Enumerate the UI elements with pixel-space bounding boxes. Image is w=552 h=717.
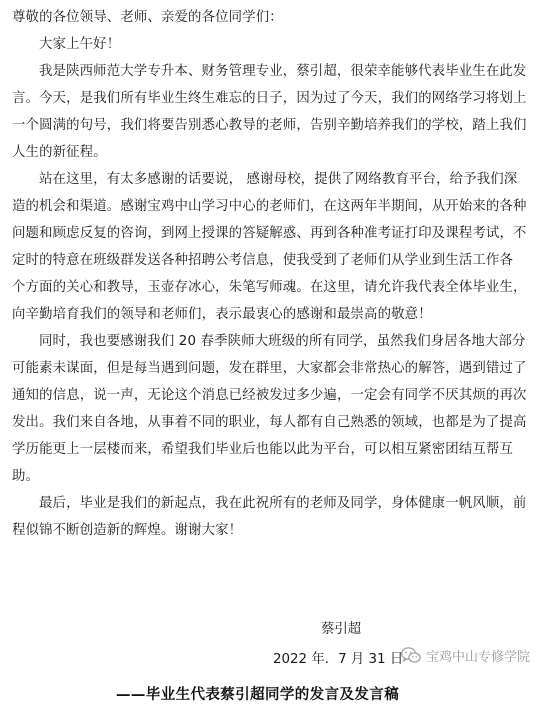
document-title: ——毕业生代表蔡引超同学的发言及发言稿 [116, 687, 400, 703]
paragraph-thanks-school [12, 166, 538, 328]
paragraph-line: 个方面的关心和教导，玉壶存冰心，朱笔写师魂。在这里，请允许我代表全体毕业生， [12, 280, 527, 295]
paragraph-line: 学历能更上一层楼而来，希望我们毕业后也能以此为平台，可以相互紧密团结互帮互 [12, 442, 514, 457]
paragraph-line: 可能素未谋面，但是每当遇到问题，发在群里，大家都会非常热心的解答，遇到错过了 [12, 361, 527, 376]
paragraph-line: 言。今天，是我们所有毕业生终生难忘的日子，因为过了今天，我们的网络学习将划上 [12, 91, 527, 106]
paragraph-line: 站在这里，有太多感谢的话要说， 感谢母校，提供了网络教育平台，给予我们深 [39, 172, 518, 187]
signature-name: 蔡引超 [321, 622, 362, 637]
paragraph-line: 造的机会和渠道。感谢宝鸡中山学习中心的老师们，在这两年半期间，从开始来的各种 [12, 199, 527, 214]
paragraph-intro [12, 58, 538, 166]
paragraph-closing [12, 490, 538, 544]
paragraph-line: 同时，我也要感谢我们 20 春季陕师大班级的所有同学，虽然我们身居各地大部分 [39, 334, 526, 349]
speech-document [12, 4, 538, 544]
paragraph-line: 定时的特意在班级群发送各种招聘公考信息，使我受到了老师们从学业到生活工作各 [12, 253, 514, 268]
paragraph-line: 问题和顾虑反复的咨询，到网上授课的答疑解惑、再到各种准考证打印及课程考试，不 [12, 226, 527, 241]
watermark [401, 646, 530, 665]
signature-date: 2022 年．7 月 31 日 [273, 652, 404, 667]
salutation: 大家上午好！ [39, 37, 121, 52]
paragraph-thanks-classmates [12, 328, 538, 490]
greeting: 尊敬的各位领导、老师、亲爱的各位同学们： [12, 10, 283, 25]
paragraph-line: 助。 [12, 469, 40, 484]
paragraph-line: 我是陕西师范大学专升本、财务管理专业，蔡引超，很荣幸能够代表毕业生在此发 [39, 64, 527, 79]
paragraph-line: 发出。我们来自各地，从事着不同的职业，每人都有自己熟悉的领域，也都是为了提高 [12, 415, 527, 430]
wechat-icon [401, 647, 421, 664]
paragraph-line: 一个圆满的句号，我们将要告别悉心教导的老师，告别辛勤培养我们的学校，踏上我们 [12, 118, 527, 133]
paragraph-line: 人生的新征程。 [12, 145, 107, 160]
watermark-text: 宝鸡中山专修学院 [426, 650, 531, 665]
paragraph-line: 程似锦不断创造新的辉煌。谢谢大家！ [12, 523, 243, 538]
paragraph-line: 向辛勤培育我们的领导和老师们，表示最衷心的感谢和最崇高的敬意！ [12, 307, 432, 322]
paragraph-line: 最后，毕业是我们的新起点，我在此祝所有的老师及同学，身体健康一帆风顺，前 [39, 496, 527, 511]
paragraph-line: 通知的信息，说一声，无论这个消息已经被发过多少遍，一定会有同学不厌其烦的再次 [12, 388, 527, 403]
